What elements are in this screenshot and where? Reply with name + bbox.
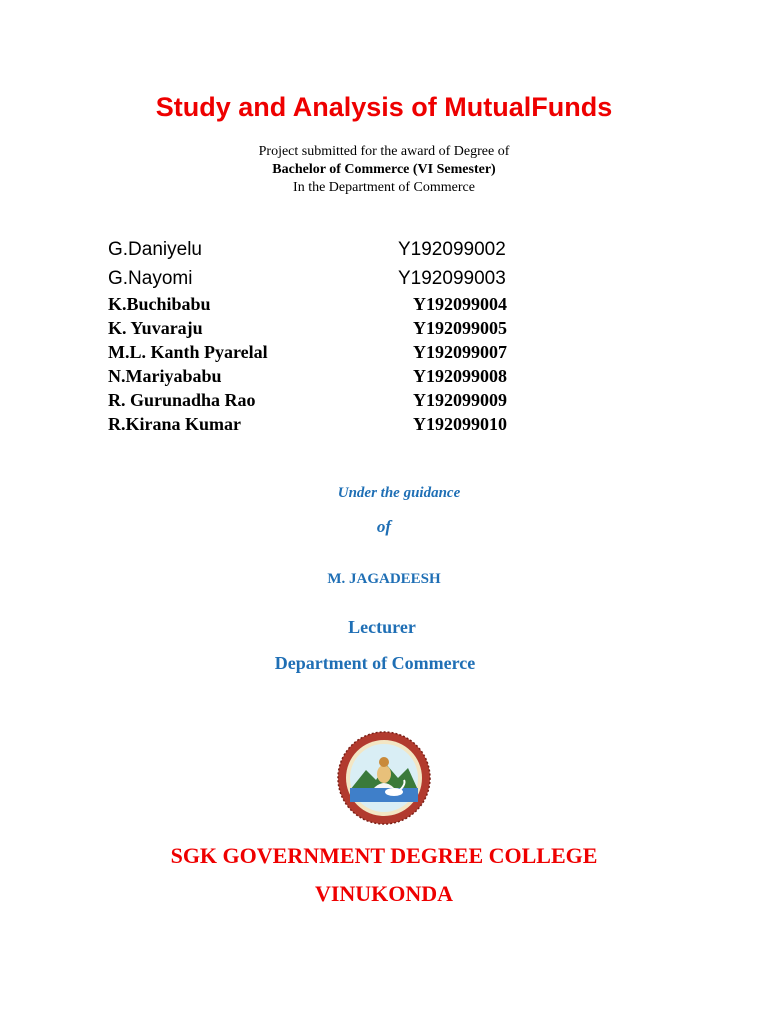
member-id: Y192099010 [413, 414, 507, 434]
member-name: N.Mariyababu [108, 366, 222, 386]
subtitle-department: In the Department of Commerce [293, 180, 475, 195]
member-id: Y192099005 [413, 318, 507, 338]
guide-designation: Lecturer [348, 617, 416, 637]
member-id: Y192099002 [398, 239, 506, 260]
subtitle-degree: Bachelor of Commerce (VI Semester) [272, 162, 496, 177]
member-name: K.Buchibabu [108, 294, 211, 314]
guide-name: M. JAGADEESH [327, 571, 441, 587]
subtitle-line-1: Project submitted for the award of Degree of [258, 144, 510, 159]
member-name: R.Kirana Kumar [108, 414, 241, 434]
member-row [0, 268, 768, 292]
member-row [0, 294, 768, 318]
member-row [0, 390, 768, 414]
college-name: SGK GOVERNMENT DEGREE COLLEGE [170, 843, 598, 868]
member-id: Y192099004 [413, 294, 507, 314]
member-name: G.Daniyelu [108, 239, 202, 260]
member-id: Y192099003 [398, 268, 506, 289]
document-title: Study and Analysis of MutualFunds [155, 92, 613, 122]
member-row [0, 366, 768, 390]
member-row [0, 239, 768, 263]
guide-department: Department of Commerce [274, 653, 476, 673]
member-id: Y192099007 [413, 342, 507, 362]
guidance-of: of [376, 517, 392, 536]
member-id: Y192099009 [413, 390, 507, 410]
member-row [0, 342, 768, 366]
member-name: M.L. Kanth Pyarelal [108, 342, 268, 362]
member-id: Y192099008 [413, 366, 507, 386]
member-name: R. Gurunadha Rao [108, 390, 256, 410]
member-row [0, 318, 768, 342]
member-row [0, 414, 768, 438]
member-name: G.Nayomi [108, 268, 193, 289]
college-seal-logo [336, 730, 432, 826]
guidance-label: Under the guidance [337, 485, 461, 501]
college-place: VINUKONDA [314, 881, 454, 906]
member-name: K. Yuvaraju [108, 318, 203, 338]
